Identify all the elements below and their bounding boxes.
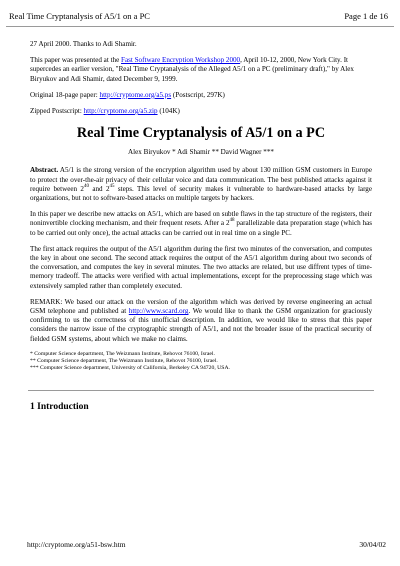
section-heading-introduction: 1 Introduction — [30, 402, 89, 413]
paragraph-new-attacks — [30, 210, 372, 238]
abstract-paragraph — [30, 166, 372, 203]
remark-text-1: REMARK: We based our attack on the version of the algorithm which was derived by reverse engineering an actual GSM telephone and published at — [30, 297, 372, 316]
zip-note — [30, 107, 372, 116]
original-suffix: (Postscript, 297K) — [171, 90, 225, 99]
zip-suffix: (104K) — [157, 107, 180, 116]
original-prefix: Original 18-page paper: — [30, 90, 100, 99]
paragraph-2-exponent: 48 — [229, 218, 235, 224]
abstract-text-1: A5/1 is the strong version of the encryption algorithm used by about 130 million GSM customers in Europe to protect the over-the-air privacy of their cellular voice and data communication. The best published attacks against it require between 2 — [30, 166, 372, 193]
abstract-text-2: and 2 — [88, 184, 110, 193]
abstract-label: Abstract. — [30, 166, 59, 175]
footnote-2: ** Computer Science department, The Weizmann Institute, Rehovot 76100, Israel. — [30, 358, 218, 365]
footer-url: http://cryptome.org/a51-bsw.htm — [27, 540, 126, 549]
date-note: 27 April 2000. Thanks to Adi Shamir. — [30, 40, 137, 48]
header-rule — [6, 26, 394, 27]
paragraph-attack-details: The first attack requires the output of the A5/1 algorithm during the first two minutes of the conversation, and computes the key in about one second. The second attack requires the output of the A5/1 algorithm during about two seconds of the conversation, and computes the key in several minutes. The two attacks are related, but use diffrent types of time-memory tradeoff. The attacks were verified with actual implementations, except for the preprocessing stage which was extensively sampled rather than completely executed. — [30, 244, 372, 290]
footnotes — [30, 351, 372, 373]
page-content — [30, 40, 372, 413]
presentation-suffix: , April 10-12, 2000, New York City. It supercedes an earlier version, "Real Time Cryptanalysis of the Alleged A5/1 on a PC (preliminary draft)," by Alex Biryukov and Adi Shamir, dated December 9, 1999. — [30, 56, 354, 83]
zip-prefix: Zipped Postscript: — [30, 107, 84, 116]
abstract-exponent-2: 45 — [109, 183, 115, 189]
paper-authors: Alex Biryukov * Adi Shamir ** David Wagner *** — [128, 148, 274, 157]
abstract-exponent-1: 40 — [83, 183, 89, 189]
page-header — [0, 7, 400, 23]
footnote-1: * Computer Science department, The Weizmann Institute, Rehovot 76100, Israel. — [30, 350, 215, 357]
header-title: Real Time Cryptanalysis of A5/1 on a PC — [9, 11, 150, 21]
scard-link[interactable]: http://www.scard.org — [128, 307, 189, 316]
original-paper-link[interactable]: http://cryptome.org/a5.ps — [99, 90, 172, 99]
paragraph-2-text-1: In this paper we describe new attacks on A5/1, which are based on subtle flaws in the tap structure of the registers, their noninvertible clocking mechanism, and their frequent resets. After a 2 — [30, 210, 372, 228]
header-page-number: Page 1 de 16 — [344, 11, 388, 21]
footnote-3: *** Computer Science department, University of California, Berkeley CA 94720, USA. — [30, 365, 230, 372]
abstract-text-3: steps. This level of security makes it vulnerable to hardware-based attacks by large organizations, but not to software-based attacks on multiple targets by hackers. — [30, 184, 372, 203]
workshop-link[interactable]: Fast Software Encryption Workshop 2000 — [121, 56, 241, 65]
zip-link[interactable]: http://cryptome.org/a5.zip — [83, 107, 158, 116]
footer-date: 30/04/02 — [359, 540, 386, 549]
section-divider — [28, 390, 374, 391]
paper-title: Real Time Cryptanalysis of A5/1 on a PC — [76, 125, 326, 142]
presentation-prefix: This paper was presented at the — [30, 56, 122, 65]
paragraph-2-text-2: parallelizable data preparation stage (which has to be carried out only once), the actual attacks can be carried out in real time on a single PC. — [30, 219, 372, 237]
original-paper-note — [30, 91, 372, 100]
presentation-note — [30, 56, 372, 84]
remark-text-2: . We would like to thank the GSM organization for graciously confirming to us the correctness of this unofficial description. In addition, we would like to stress that this paper considers the narrow issue of the cryptographic strength of A5/1, and not the broader issue of the practical security of fielded GSM systems, about which we make no claims. — [30, 307, 372, 343]
remark-paragraph — [30, 298, 372, 344]
